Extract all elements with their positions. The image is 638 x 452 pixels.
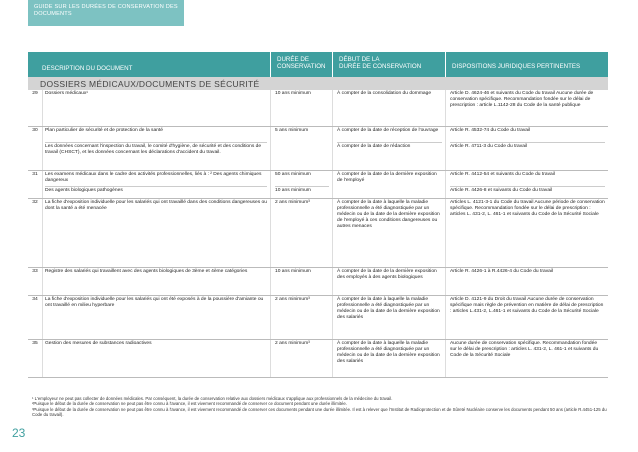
row-description: Registre des salariés qui travaillent avec des agents biologiques de 3ème et 4ème catégories: [42, 268, 270, 295]
row-legal: Articles L. 4121-3-1 du Code du travail Aucune période de conservation spécifique. Recommandation fondée sur le délai de prescription : articles L. 431-2, L. 461-1 et suivants du Code de la Sécurité Sociale: [445, 199, 608, 267]
header-description: DESCRIPTION DU DOCUMENT: [28, 52, 270, 77]
row-description: La fiche d'exposition individuelle pour les salariés qui ont été exposés à de la poussière d'amiante ou ont travaillé en milieu hyperbare: [42, 296, 270, 339]
row-legal: Aucune durée de conservation spécifique. Recommandation fondée sur le délai de prescription : articles L. 431-2, L. 461-1 et suivants du Code de la Sécurité Sociale: [445, 340, 608, 377]
table-row: [28, 171, 608, 199]
table-row: [28, 268, 608, 296]
row-start: À compter de la consolidation du dommage: [332, 90, 445, 126]
row-duration-cell: [270, 171, 332, 198]
row-description-cell: [42, 127, 270, 170]
row-number: 29: [32, 91, 38, 96]
row-start-cell: [332, 127, 445, 170]
row-legal-cell: [445, 127, 608, 170]
table-row: [28, 199, 608, 268]
row-number: 34: [32, 297, 38, 302]
row-duration: 2 ans minimum³: [270, 199, 332, 267]
header-duration-line1: DURÉE DE: [277, 56, 328, 63]
row-duration: 10 ans minimum: [270, 268, 332, 295]
row-legal-cell: [445, 171, 608, 198]
header-duration-line2: CONSERVATION: [277, 63, 328, 70]
footnote-1: ¹ L'employeur ne peut pas collecter de données médicales. Par conséquent, la durée de conservation relative aux dossiers médicaux s'applique aux professionnels de la médecine du travail.: [32, 396, 393, 401]
row-description: Les examens médicaux dans le cadre des activités professionnelles, liés à : ² Des agents chimiques dangereux: [45, 172, 262, 184]
footnote-3: ³Puisque le début de la durée de conservation ne peut pas être connu à l'avance, il est vivement recommandé de conserver ces documents pendant une durée illimitée. Il est à relever que l'Institut de Radioprotection et de Sûreté Nucléaire conserve les documents pendant 50 ans (article R.4451-125 du Code du travail).: [32, 406, 607, 418]
page-number: 23: [12, 426, 26, 440]
header-start: [332, 52, 445, 77]
row-number: 30: [32, 128, 38, 133]
row-number: 35: [32, 341, 38, 346]
row-description: La fiche d'exposition individuelle pour les salariés qui ont travaillé dans des conditions dangereuses ou dont la santé a été menacée: [42, 199, 270, 267]
table-row: [28, 127, 608, 171]
row-description: Gestion des mesures de substances radioactives: [42, 340, 270, 377]
row-legal: Article D. 4624-46 et suivants du Code du travail Aucune durée de conservation spécifique. Recommandation fondée sur le délai de prescription : article L.1142-28 du Code de la santé publique: [445, 90, 608, 126]
row-description-sub: Des agents biologiques pathogènes: [45, 186, 267, 194]
row-start: À compter de la date à laquelle la maladie professionnelle a été diagnostiquée par un médecin ou de la date de la dernière exposition des salariés: [332, 340, 445, 377]
retention-table: [28, 52, 608, 378]
row-start: À compter de la date de réception de l'ouvrage: [337, 128, 439, 133]
row-start: À compter de la date à laquelle la maladie professionnelle a été diagnostiquée par un médecin ou de la date de la dernière exposition de l'employé à ces conditions dangereuses ou autres menaces: [332, 199, 445, 267]
row-description: Plan particulier de sécurité et de protection de la santé: [45, 128, 163, 133]
row-start-sub: À compter de la date de rédaction: [337, 142, 442, 150]
header-start-line2: DURÉE DE CONSERVATION: [339, 63, 441, 70]
tag-line-1: GUIDE SUR LES DURÉES DE CONSERVATION DES: [34, 4, 178, 10]
row-number: 31: [32, 172, 38, 177]
tag-line-2: DOCUMENTS: [34, 11, 72, 17]
row-legal: Article R. 4426-1 à R.4426-4 du Code du travail: [445, 268, 608, 295]
document-category-tag: [28, 0, 184, 26]
footnote-2: ²Puisque le début de la durée de conservation ne peut pas être connu à l'avance, il est vivement recommandé de conserver ce document pendant une durée illimitée.: [32, 401, 347, 407]
row-start: À compter de la date à laquelle la maladie professionnelle a été diagnostiquée par un médecin ou de la date de la dernière exposition des salariés: [332, 296, 445, 339]
row-description: Dossiers médicaux¹: [42, 90, 270, 126]
row-duration: 2 ans minimum³: [270, 296, 332, 339]
row-legal: Article D. 4121-9 du Droit du travail Aucune durée de conservation spécifique mais règle de prévention en matière de délai de prescription : articles L.431-2, L.461-1 et suivants du Code de la Sécurité Sociale: [445, 296, 608, 339]
section-title: DOSSIERS MÉDICAUX/DOCUMENTS DE SÉCURITÉ: [28, 77, 608, 90]
row-legal-sub: Article R. 4711-3 du Code du travail: [450, 142, 605, 150]
row-legal: Article R. 4532-74 du Code du travail: [450, 128, 531, 133]
row-number: 32: [32, 200, 38, 205]
row-duration: 10 ans minimum: [270, 90, 332, 126]
row-duration: 5 ans minimum: [270, 127, 332, 170]
table-row: [28, 296, 608, 340]
row-duration-sub: 10 ans minimum: [275, 186, 329, 194]
table-row: [28, 90, 608, 127]
footnotes: [32, 396, 612, 418]
row-description-sub: Les données concernant l'inspection du travail, le comité d'hygiène, de sécurité et des conditions de travail (CHSCT), et les données concernant les déclarations d'accident du travail.: [45, 142, 267, 156]
header-duration: [270, 52, 332, 77]
row-description-cell: [42, 171, 270, 198]
row-number: 33: [32, 269, 38, 274]
row-duration: 2 ans minimum³: [270, 340, 332, 377]
row-start: À compter de la date de la dernière exposition des employés à des agents biologiques: [332, 268, 445, 295]
row-legal-sub: Article R. 4426-8 et suivants du Code du travail: [450, 186, 605, 194]
row-start: À compter de la date de la dernière exposition de l'employé: [332, 171, 445, 198]
row-legal: Article R. 4412-54 et suivants du Code du travail: [450, 172, 555, 177]
header-start-line1: DÉBUT DE LA: [339, 56, 441, 63]
table-header: [28, 52, 608, 77]
table-row: [28, 340, 608, 378]
row-duration: 50 ans minimum: [275, 172, 311, 177]
header-legal: DISPOSITIONS JURIDIQUES PERTINENTES: [445, 52, 608, 77]
